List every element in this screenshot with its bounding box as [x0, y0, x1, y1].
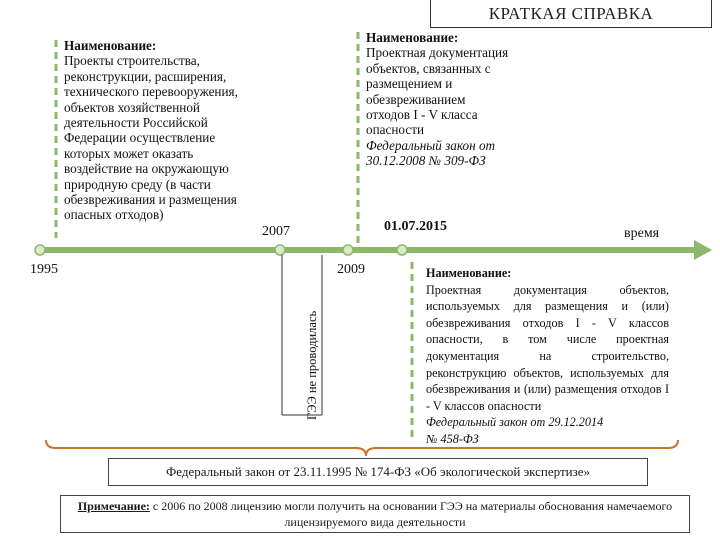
left-box-line: реконструкции, расширения, [64, 68, 227, 84]
year-2007-label: 2007 [262, 224, 290, 239]
middle-box-law-line: Федеральный закон от [366, 137, 496, 153]
note-label: Примечание: [77, 499, 150, 513]
left-box-line: Федерации осуществление [64, 130, 216, 146]
left-box-line: опасных отходов) [64, 207, 164, 223]
right-box-law-line: Федеральный закон от 29.12.2014 [426, 415, 604, 430]
left-box-line: объектов хозяйственной [64, 99, 200, 115]
left-box-line: которых может оказать [64, 145, 194, 161]
timeline-arrowhead [694, 240, 712, 260]
year-2015-label: 01.07.2015 [384, 219, 447, 234]
middle-box-heading: Наименование: [366, 30, 459, 45]
left-box-line: воздействие на окружающую [64, 161, 229, 177]
page-title: КРАТКАЯ СПРАВКА [430, 0, 712, 28]
middle-box-line: размещением и [366, 76, 453, 92]
middle-box-line: объектов, связанных с [366, 60, 491, 76]
right-box-law-line: № 458-ФЗ [426, 431, 479, 446]
left-box-line: обезвреживания и размещения [64, 192, 237, 208]
gee-gap-note: ГЭЭ не проводилась [305, 310, 319, 420]
marker-2009 [343, 245, 353, 255]
time-axis-label: время [624, 226, 660, 241]
year-2009-label: 2009 [337, 262, 365, 277]
note-box [60, 495, 690, 533]
year-1995-label: 1995 [30, 262, 58, 277]
middle-box-line: отходов I - V класса [366, 107, 478, 123]
left-box-line: природную среду (в части [64, 176, 211, 192]
left-description-box [64, 38, 294, 223]
left-box-line: технического перевооружения, [64, 84, 238, 100]
left-box-line: деятельности Российской [64, 115, 208, 131]
note-text: с 2006 по 2008 лицензию могли получить на основании ГЭЭ на материалы обоснования намечаемого лицензируемого вида деятельности [149, 499, 673, 529]
middle-box-line: обезвреживанием [366, 91, 466, 107]
middle-box-law-line: 30.12.2008 № 309-ФЗ [366, 153, 486, 169]
middle-box-line: Проектная документация [366, 45, 509, 61]
left-box-heading: Наименование: [64, 38, 157, 53]
marker-2015 [397, 245, 407, 255]
middle-box-line: опасности [366, 122, 425, 138]
left-box-line: Проекты строительства, [64, 53, 200, 69]
middle-description-box [366, 30, 556, 169]
ecological-expertise-law: Федеральный закон от 23.11.1995 № 174-ФЗ «Об экологической экспертизе» [108, 458, 648, 486]
marker-1995 [35, 245, 45, 255]
right-description-box [426, 265, 669, 448]
right-box-heading: Наименование: [426, 266, 512, 280]
right-box-text: Проектная документация объектов, используемых для размещения и (или) обезвреживания отходов I - V классов опасности, в том числе проектная документация на строительство, реконструкцию объектов, используемых для обезвреживания и (или) размещения отходов I - V классов опасности [426, 282, 669, 413]
marker-2007 [275, 245, 285, 255]
